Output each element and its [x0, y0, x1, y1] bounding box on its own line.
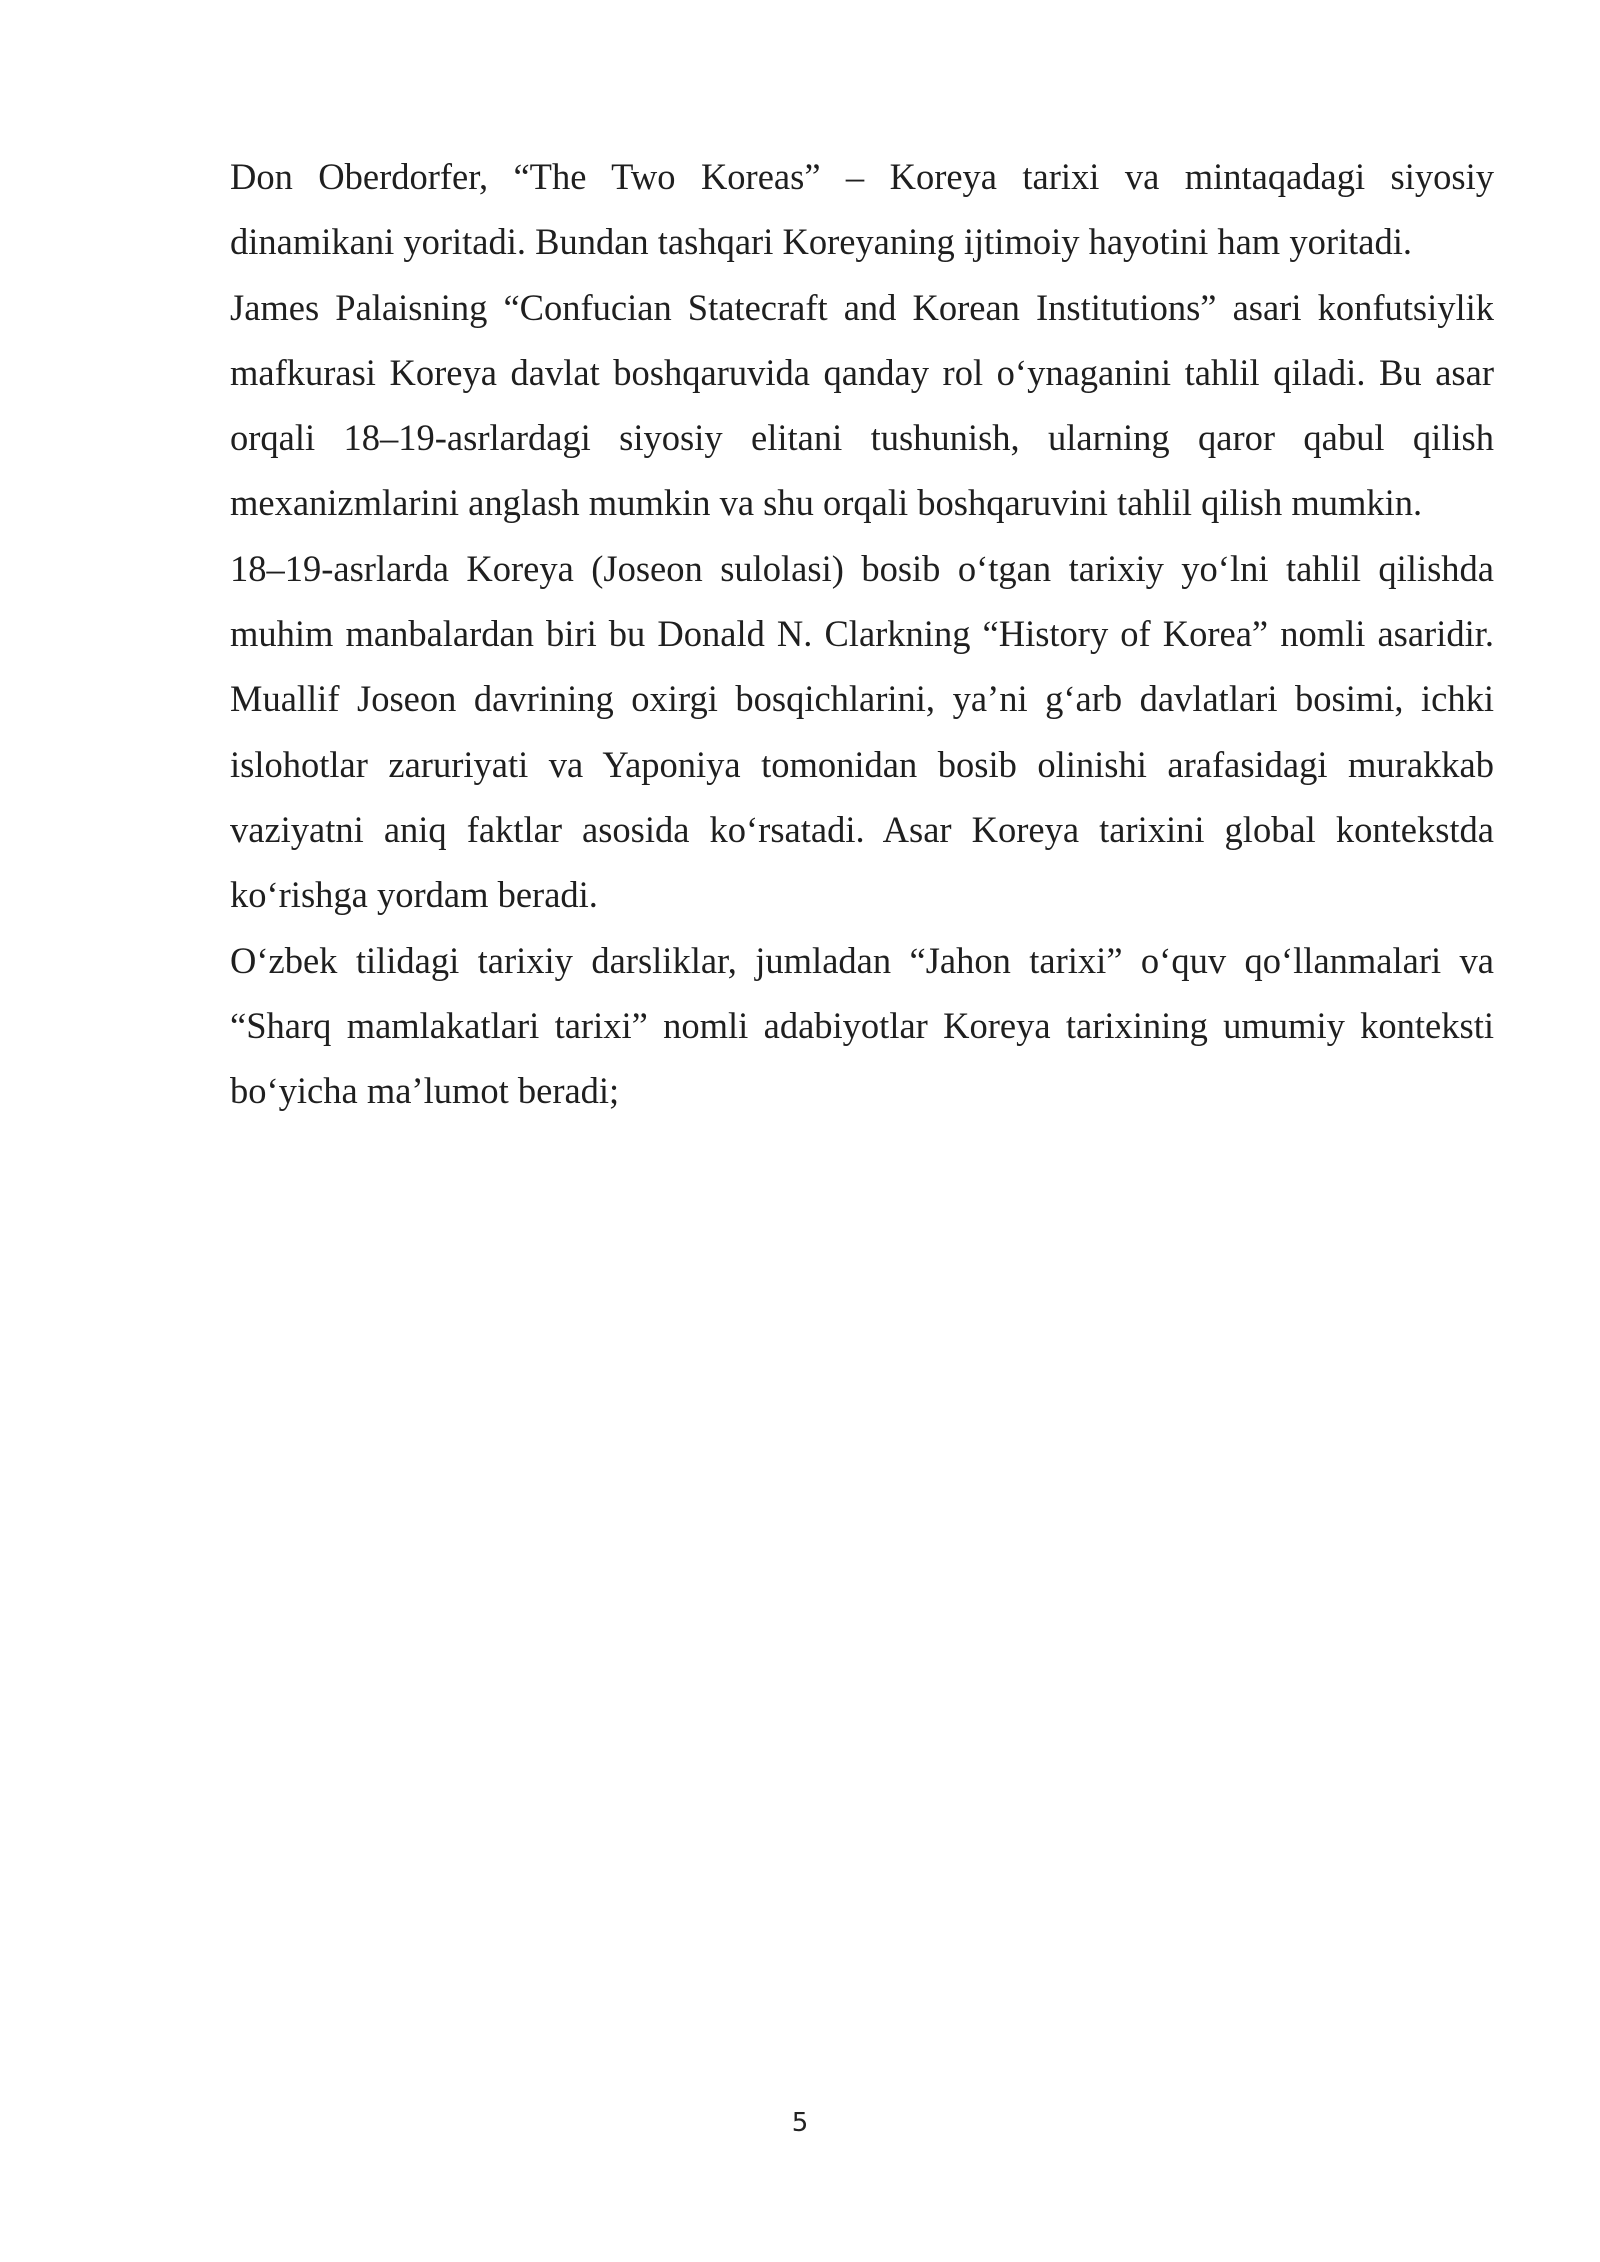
paragraph-palais: James Palaisning “Confucian Statecraft and Korean Institutions” asari konfutsiylik mafkurasi Koreya davlat boshqaruvida qanday rol oʻynaganini tahlil qiladi. Bu asar orqali 18–19-asrlardagi siyosiy elitani tushunish, ularning qaror qabul qilish mexanizmlarini anglash mumkin va shu orqali boshqaruvini tahlil qilish mumkin. — [230, 286, 1494, 524]
page-number: 5 — [791, 2108, 809, 2138]
body-text — [230, 144, 1494, 1123]
paragraph-clark: 18–19-asrlarda Koreya (Joseon sulolasi) bosib oʻtgan tarixiy yoʻlni tahlil qilishda muhim manbalardan biri bu Donald N. Clarkning “History of Korea” nomli asaridir. Muallif Joseon davrining oxirgi bosqichlarini, ya’ni gʻarb davlatlari bosimi, ichki islohotlar zaruriyati va Yaponiya tomonidan bosib olinishi arafasidagi murakkab vaziyatni aniq faktlar asosida koʻrsatadi. Asar Koreya tarixini global kontekstda koʻrishga yordam beradi. — [230, 547, 1494, 916]
paragraph-uzbek-textbooks: Oʻzbek tilidagi tarixiy darsliklar, jumladan “Jahon tarixi” oʻquv qoʻllanmalari va “Sharq mamlakatlari tarixi” nomli adabiyotlar Koreya tarixining umumiy konteksti boʻyicha ma’lumot beradi; — [230, 939, 1494, 1112]
paragraph-oberdorfer: Don Oberdorfer, “The Two Koreas” – Koreya tarixi va mintaqadagi siyosiy dinamikani yoritadi. Bundan tashqari Koreyaning ijtimoiy hayotini ham yoritadi. — [230, 156, 1494, 263]
